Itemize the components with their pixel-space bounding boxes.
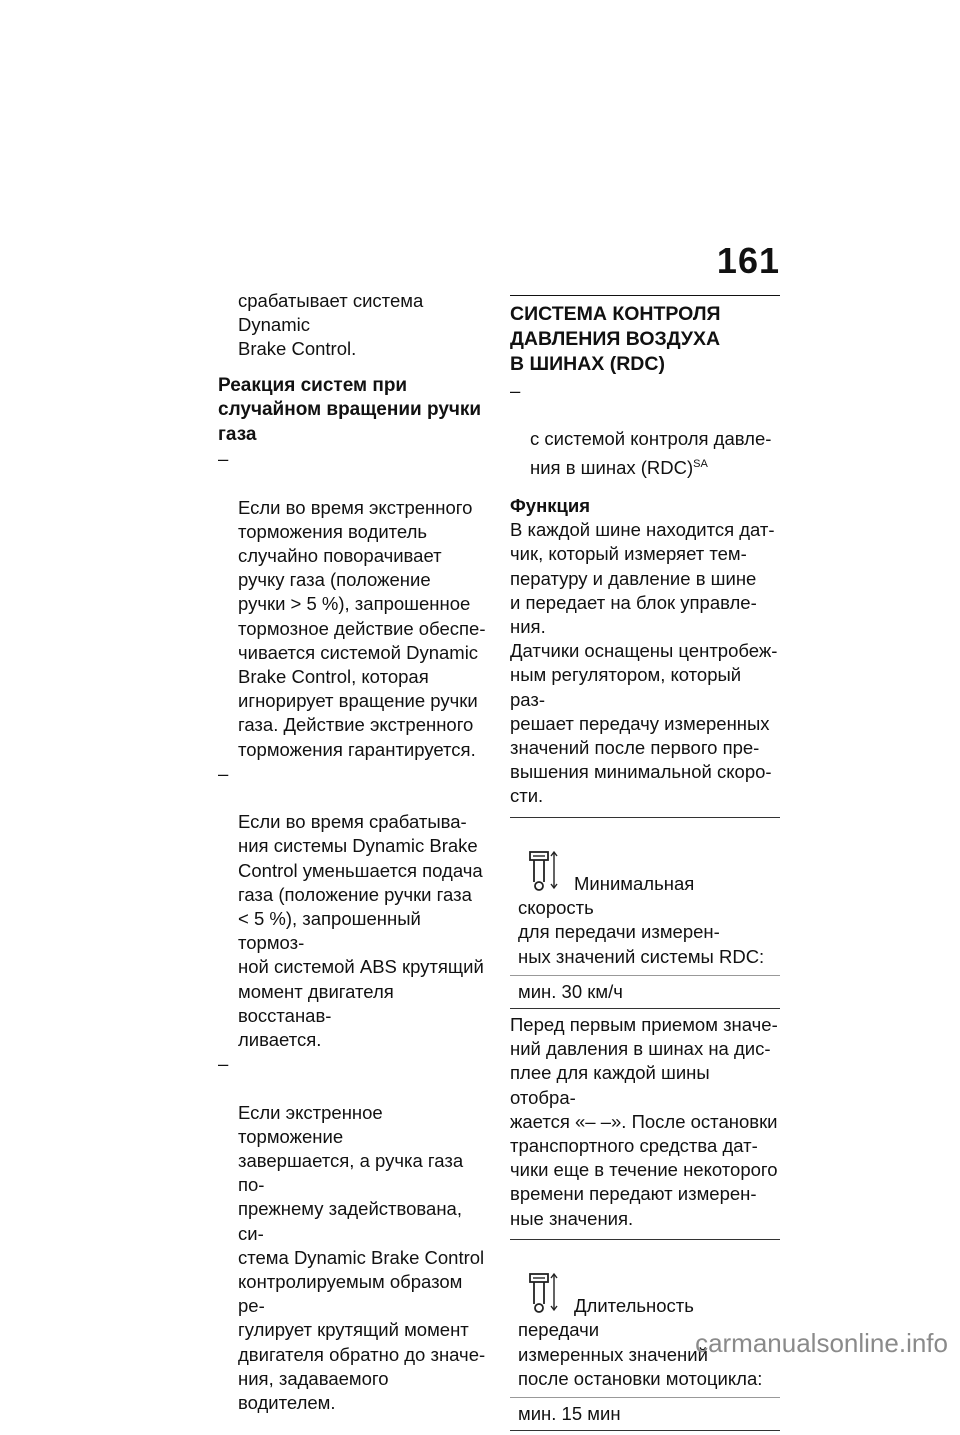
paragraph: В каждой шине находится дат- чик, который измеряет тем- пературу и давление в шине и передает на блок управле- ния.	[510, 519, 775, 637]
list-item-text: Если во время экстренного торможения водитель случайно поворачивает ручку газа (положение ручки > 5 %), запрошенное тормозное действие обеспе- чивается системой Dynamic Brake Control, которая игнорирует вращение ручки газа. Действие экстренного торможения гарантируется.	[238, 496, 486, 760]
list-item-text: Если экстренное торможение завершается, а ручка газа по- прежнему задействована, си- стема Dynamic Brake Control контролируемым образом ре- гулирует крутящий момент двигателя обратно до значе- ния, задаваемого водителем.	[238, 1101, 486, 1414]
watermark: carmanualsonline.info	[695, 1328, 948, 1358]
dash-marker: –	[218, 1053, 229, 1075]
list-item	[218, 447, 490, 762]
paragraph: Датчики оснащены центробеж- ным регулятором, который раз- решает передачу измеренных значений после первого пре- вышения минимальной скоро- сти.	[510, 640, 778, 807]
technical-data-box	[510, 817, 780, 1009]
list-item-text: Если во время срабатыва- ния системы Dynamic Brake Control уменьшается подача газа (положение ручки газа < 5 %), запрошенный тормоз- ной системой ABS крутящий момент двигателя восстанав- ливается.	[238, 811, 484, 1050]
left-column	[218, 289, 490, 1415]
dash-marker: –	[510, 380, 521, 401]
technical-data-value: мин. 30 км/ч	[510, 975, 780, 1008]
technical-data-text: Минимальная скорость для передачи измерен- ных значений системы RDC:	[518, 873, 765, 967]
technical-data-description	[510, 818, 780, 975]
continuation-text: срабатывает система Dynamic Brake Control.	[238, 290, 424, 360]
section-heading-throttle: Реакция систем при случайном вращении ручки газа	[218, 374, 482, 445]
special-equipment-mark: SA	[693, 457, 708, 470]
equipment-text: с системой контроля давле- ния в шинах (RDC)	[530, 428, 772, 478]
technical-data-icon	[528, 850, 562, 892]
technical-data-value: мин. 15 мин	[510, 1397, 780, 1430]
function-heading: Функция	[510, 494, 591, 516]
page-number: 161	[716, 240, 780, 281]
technical-data-text: Длительность передачи измеренных значений после остановки мотоцикла:	[518, 1295, 763, 1389]
paragraph: Перед первым приемом значе- ний давления в шинах на дис- плее для каждой шины отобра- жается «– –». После остановки транспортного средства дат- чики еще в течение некоторого времени передают измерен- ные значения.	[510, 1014, 778, 1229]
section-title-rdc: СИСТЕМА КОНТРОЛЯ ДАВЛЕНИЯ ВОЗДУХА В ШИНАХ (RDC)	[510, 295, 780, 377]
list-item	[218, 1052, 490, 1415]
right-column	[510, 295, 780, 1435]
list-item	[218, 762, 490, 1052]
technical-data-description	[510, 1240, 780, 1397]
dash-marker: –	[218, 762, 229, 784]
technical-data-icon	[528, 1272, 562, 1314]
dash-marker: –	[218, 448, 229, 470]
equipment-note	[510, 379, 780, 480]
